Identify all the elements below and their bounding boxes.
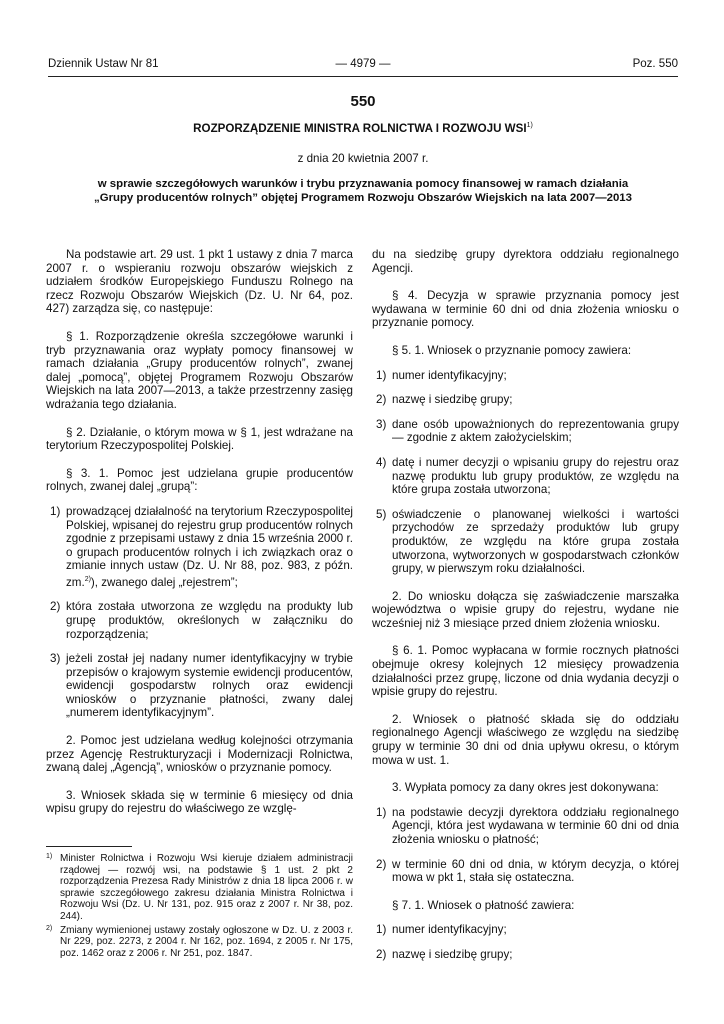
list-item — [46, 652, 353, 720]
section-6-2: 2. Wniosek o płatność składa się do oddziału regionalnego Agencji właściwego ze względu na siedzibę grupy w terminie 30 dni od dnia upływu okresu, o którym mowa w ust. 1. — [372, 712, 679, 767]
footnotes — [46, 853, 353, 961]
section-7-1: § 7. 1. Wniosek o płatność zawiera: — [392, 898, 575, 912]
item-number: 1) — [376, 368, 387, 382]
list-item — [46, 600, 353, 641]
item-number: 2) — [376, 947, 387, 961]
act-title — [48, 122, 678, 135]
section-5-2: 2. Do wniosku dołącza się zaświadczenie marszałka województwa o wpisie grupy do rejestru, wydane nie wcześniej niż 3 miesiące przed dniem złożenia wniosku. — [372, 589, 679, 630]
continuation: du na siedzibę grupy dyrektora oddziału regionalnego Agencji. — [372, 248, 679, 275]
footnote — [46, 925, 353, 960]
left-column — [46, 248, 353, 816]
item-number: 2) — [376, 393, 387, 407]
item-number: 2) — [50, 600, 61, 614]
section-2: § 2. Działanie, o którym mowa w § 1, jest wdrażane na terytorium Rzeczypospolitej Polskiej. — [46, 425, 353, 453]
item-number: 2) — [376, 857, 387, 871]
section-3-2: 2. Pomoc jest udzielana według kolejności otrzymania przez Agencję Restrukturyzacji i Modernizacji Rolnictwa, zwaną dalej „Agencją”, wniosków o przyznanie pomocy. — [46, 734, 353, 775]
list-item — [372, 806, 679, 847]
list-item — [372, 948, 679, 962]
subject-line-2: „Grupy producentów rolnych” objętej Programem Rozwoju Obszarów Wiejskich na lata 2007—2013 — [94, 192, 632, 204]
item-text: oświadczenie o planowanej wielkości i wartości przychodów ze sprzedaży produktów lub grupy produktów, ze względu na które grupa została utworzona, wytworzonych w gospodarstwach członków grupy, w pierwszym roku działalności. — [392, 507, 679, 576]
item-number: 3) — [376, 417, 387, 431]
item-text: dane osób upoważnionych do reprezentowania grupy — zgodnie z aktem założycielskim; — [392, 417, 679, 445]
section-1: § 1. Rozporządzenie określa szczegółowe warunki i tryb przyznawania oraz wypłaty pomocy finansowej w ramach działania „Grupy producentów rolnych”, zwanej dalej „pomocą”, objętej Programem Rozwoju Obszarów Wiejskich na lata 2007—2013, a także przestrzenny zasięg wdrażania tego działania. — [46, 329, 353, 411]
list-item — [372, 418, 679, 445]
item-text: nazwę i siedzibę grupy; — [392, 947, 513, 961]
item-text: jeżeli został jej nadany numer identyfikacyjny w trybie przepisów o krajowym systemie ewidencji producentów, ewidencji gospodarstw rolnych oraz ewidencji wniosków o przyznanie płatności, zwany dalej „numerem identyfikacyjnym”. — [66, 652, 353, 720]
act-date: z dnia 20 kwietnia 2007 r. — [297, 152, 429, 165]
section-3-3: 3. Wniosek składa się w terminie 6 miesięcy od dnia wpisu grupy do rejestru do właściwego ze wzglę- — [46, 788, 353, 816]
footnote-text: Minister Rolnictwa i Rozwoju Wsi kieruje działem administracji rządowej — rozwój wsi, na podstawie § 1 ust. 2 pkt 2 rozporządzenia Prezesa Rady Ministrów z dnia 18 lipca 2006 r. w sprawie szczegółowego zakresu działania Ministra Rolnictwa i Rozwoju Wsi (Dz. U. Nr 131, poz. 915 oraz z 2007 r. Nr 38, poz. 244). — [60, 853, 353, 922]
item-text: numer identyfikacyjny; — [392, 923, 507, 937]
list-item — [372, 369, 679, 383]
header-rule — [48, 76, 678, 77]
journal-name: Dziennik Ustaw Nr 81 — [48, 58, 159, 70]
footnote — [46, 853, 353, 923]
subject-line-1: w sprawie szczegółowych warunków i trybu przyznawania pomocy finansowej w ramach działania — [97, 178, 629, 190]
right-column — [372, 248, 679, 973]
footnote-rule — [46, 846, 132, 847]
section-3-1: § 3. 1. Pomoc jest udzielana grupie producentów rolnych, zwanej dalej „grupą”: — [46, 466, 353, 494]
list-item — [372, 393, 679, 407]
section-4: § 4. Decyzja w sprawie przyznania pomocy jest wydawana w terminie 60 dni od dnia złożenia wniosku o przyznanie pomocy. — [372, 289, 679, 330]
item-text: w terminie 60 dni od dnia, w którym decyzja, o której mowa w pkt 1, stała się ostateczna. — [392, 857, 679, 885]
item-number: 1) — [376, 923, 387, 937]
preamble: Na podstawie art. 29 ust. 1 pkt 1 ustawy z dnia 7 marca 2007 r. o wspieraniu rozwoju obszarów wiejskich z udziałem środków Europejskiego Funduszu Rolnego na rzecz Rozwoju Obszarów Wiejskich (Dz. U. Nr 64, poz. 427) zarządza się, co następuje: — [46, 248, 353, 316]
item-text: datę i numer decyzji o wpisaniu grupy do rejestru oraz nazwę produktu lub grupy produktów, ze względu na które grupa została utworzona; — [392, 455, 679, 497]
act-number: 550 — [350, 93, 376, 110]
item-text: numer identyfikacyjny; — [392, 368, 507, 382]
list-item — [372, 456, 679, 497]
page-number: — 4979 — — [335, 58, 391, 70]
item-number: 5) — [376, 507, 387, 521]
item-number: 4) — [376, 455, 387, 469]
act-title-text: ROZPORZĄDZENIE MINISTRA ROLNICTWA I ROZWOJU WSI — [193, 122, 527, 135]
item-text: nazwę i siedzibę grupy; — [392, 393, 513, 407]
position-number: Poz. 550 — [632, 58, 678, 70]
footnote-text: Zmiany wymienionej ustawy zostały ogłoszone w Dz. U. z 2003 r. Nr 229, poz. 2273, z 2004 r. Nr 162, poz. 1694, z 2005 r. Nr 175, poz. 1462 oraz z 2006 r. Nr 251, poz. 1847. — [60, 924, 353, 959]
section-6-1: § 6. 1. Pomoc wypłacana w formie rocznych płatności obejmuje okresy kolejnych 12 miesięcy prowadzenia działalności przez grupę, liczone od dnia wydania decyzji o wpisie grupy do rejestru. — [372, 644, 679, 699]
item-number: 1) — [50, 504, 61, 518]
item-text: prowadzącej działalność na terytorium Rzeczypospolitej Polskiej, wpisanej do rejestru grup producentów rolnych zgodnie z przepisami ustawy z dnia 15 września 2000 r. o grupach producentów rolnych i ich związkach oraz o zmianie innych ustaw (Dz. U. Nr 88, poz. 983, z późn. zm. — [66, 504, 353, 589]
item-text: która została utworzona ze względu na produkty lub grupę produktów, określonych w załączniku do rozporządzenia; — [66, 600, 353, 641]
list-item — [372, 858, 679, 885]
item-text: na podstawie decyzji dyrektora oddziału regionalnego Agencji, która jest wydawana w terminie 60 dni od dnia złożenia wniosku o płatność; — [392, 805, 679, 846]
item-number: 3) — [50, 652, 61, 666]
item-number: 1) — [376, 805, 387, 819]
section-6-3: 3. Wypłata pomocy za dany okres jest dokonywana: — [392, 781, 659, 795]
item-text-end: ), zwanego dalej „rejestrem”; — [90, 575, 238, 589]
act-subject — [48, 177, 678, 205]
footnote-mark: 2) — [46, 924, 53, 932]
title-footnote-ref: 1) — [526, 122, 533, 130]
footnote-mark: 1) — [46, 853, 53, 860]
list-item — [46, 505, 353, 589]
section-5-1: § 5. 1. Wniosek o przyznanie pomocy zawiera: — [392, 343, 632, 357]
list-item — [372, 923, 679, 937]
footnote-ref: 2) — [84, 575, 91, 583]
page-header — [48, 58, 678, 74]
list-item — [372, 508, 679, 576]
